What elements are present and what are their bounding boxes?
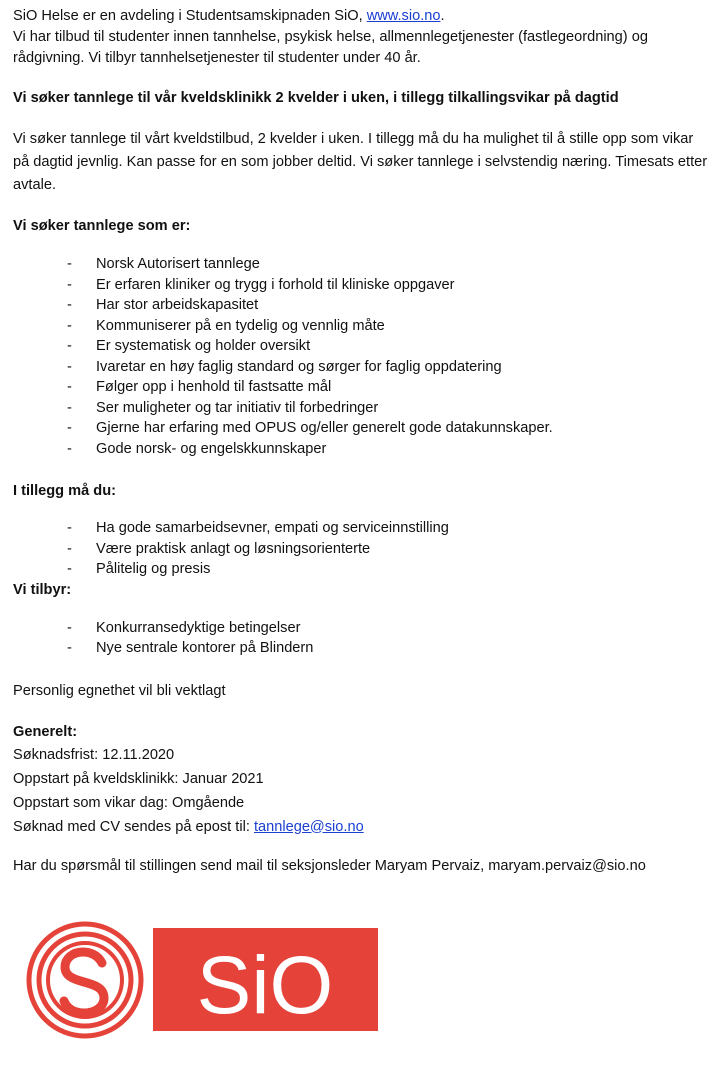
intro-line2: Vi har tilbud til studenter innen tannhelse, psykisk helse, allmennlegetjenester (fastlegeordning) og rådgivning. Vi tilbyr tannhelsetjenester til studenter under 40 år. [13,29,648,66]
list-item: - Pålitelig og presis [13,559,713,580]
offer-list [13,618,713,659]
list-item: - Kommuniserer på en tydelig og vennlig måte [13,316,713,337]
job-description: Vi søker tannlege til vårt kveldstilbud, 2 kvelder i uken. I tillegg må du ha mulighet til å stille opp som vikar på dagtid jevnlig. Kan passe for en som jobber deltid. Vi søker tannlege i selvstendig næring. Timesats etter avtale. [13,131,708,193]
sio-logo-mark-icon [29,924,141,1036]
requirements-list [13,254,713,459]
intro-paragraph [13,6,713,69]
job-posting-document [13,6,713,877]
sio-website-link[interactable]: www.sio.no [366,8,441,24]
apply-email-link[interactable]: tannlege@sio.no [253,818,364,835]
intro-line1-suffix: . [440,8,445,24]
list-item: - Ser muligheter og tar initiativ til forbedringer [13,398,713,419]
apply-prefix: Søknad med CV sendes på epost til: [13,818,254,835]
contact-line: Har du spørsmål til stillingen send mail til seksjonsleder Maryam Pervaiz, maryam.pervaiz@sio.no [13,857,646,874]
list-item: - Følger opp i henhold til fastsatte mål [13,377,713,398]
list-item: - Er erfaren kliniker og trygg i forhold til kliniske oppgaver [13,275,713,296]
requirements-heading: Vi søker tannlege som er: [13,218,191,234]
list-item: - Norsk Autorisert tannlege [13,254,713,275]
apply-instructions [13,815,713,839]
additional-heading: I tillegg må du: [13,483,116,499]
list-item: - Er systematisk og holder oversikt [13,336,713,357]
personal-note: Personlig egnethet vil bli vektlagt [13,682,226,699]
general-heading: Generelt: [13,723,78,740]
list-item: - Gode norsk- og engelskkunnskaper [13,439,713,460]
offer-heading: Vi tilbyr: [13,581,72,598]
list-item: - Nye sentrale kontorer på Blindern [13,638,713,659]
list-item: - Ivaretar en høy faglig standard og sørger for faglig oppdatering [13,357,713,378]
job-headline: Vi søker tannlege til vår kveldsklinikk 2 kvelder i uken, i tillegg tilkallingsvikar på dagtid [13,90,619,106]
additional-list [13,518,713,580]
list-item: - Gjerne har erfaring med OPUS og/eller generelt gode datakunnskaper. [13,418,713,439]
application-deadline: Søknadsfrist: 12.11.2020 [13,746,175,763]
start-evening-clinic: Oppstart på kveldsklinikk: Januar 2021 [13,770,264,787]
list-item: - Ha gode samarbeidsevner, empati og serviceinnstilling [13,518,713,539]
start-day-substitute: Oppstart som vikar dag: Omgående [13,794,245,811]
list-item: - Konkurransedyktige betingelser [13,618,713,639]
sio-logo-text: SiO [196,940,334,1031]
sio-logo [26,921,378,1039]
list-item: - Har stor arbeidskapasitet [13,295,713,316]
list-item: - Være praktisk anlagt og løsningsorienterte [13,539,713,560]
intro-line1-prefix: SiO Helse er en avdeling i Studentsamskipnaden SiO, [13,8,367,24]
